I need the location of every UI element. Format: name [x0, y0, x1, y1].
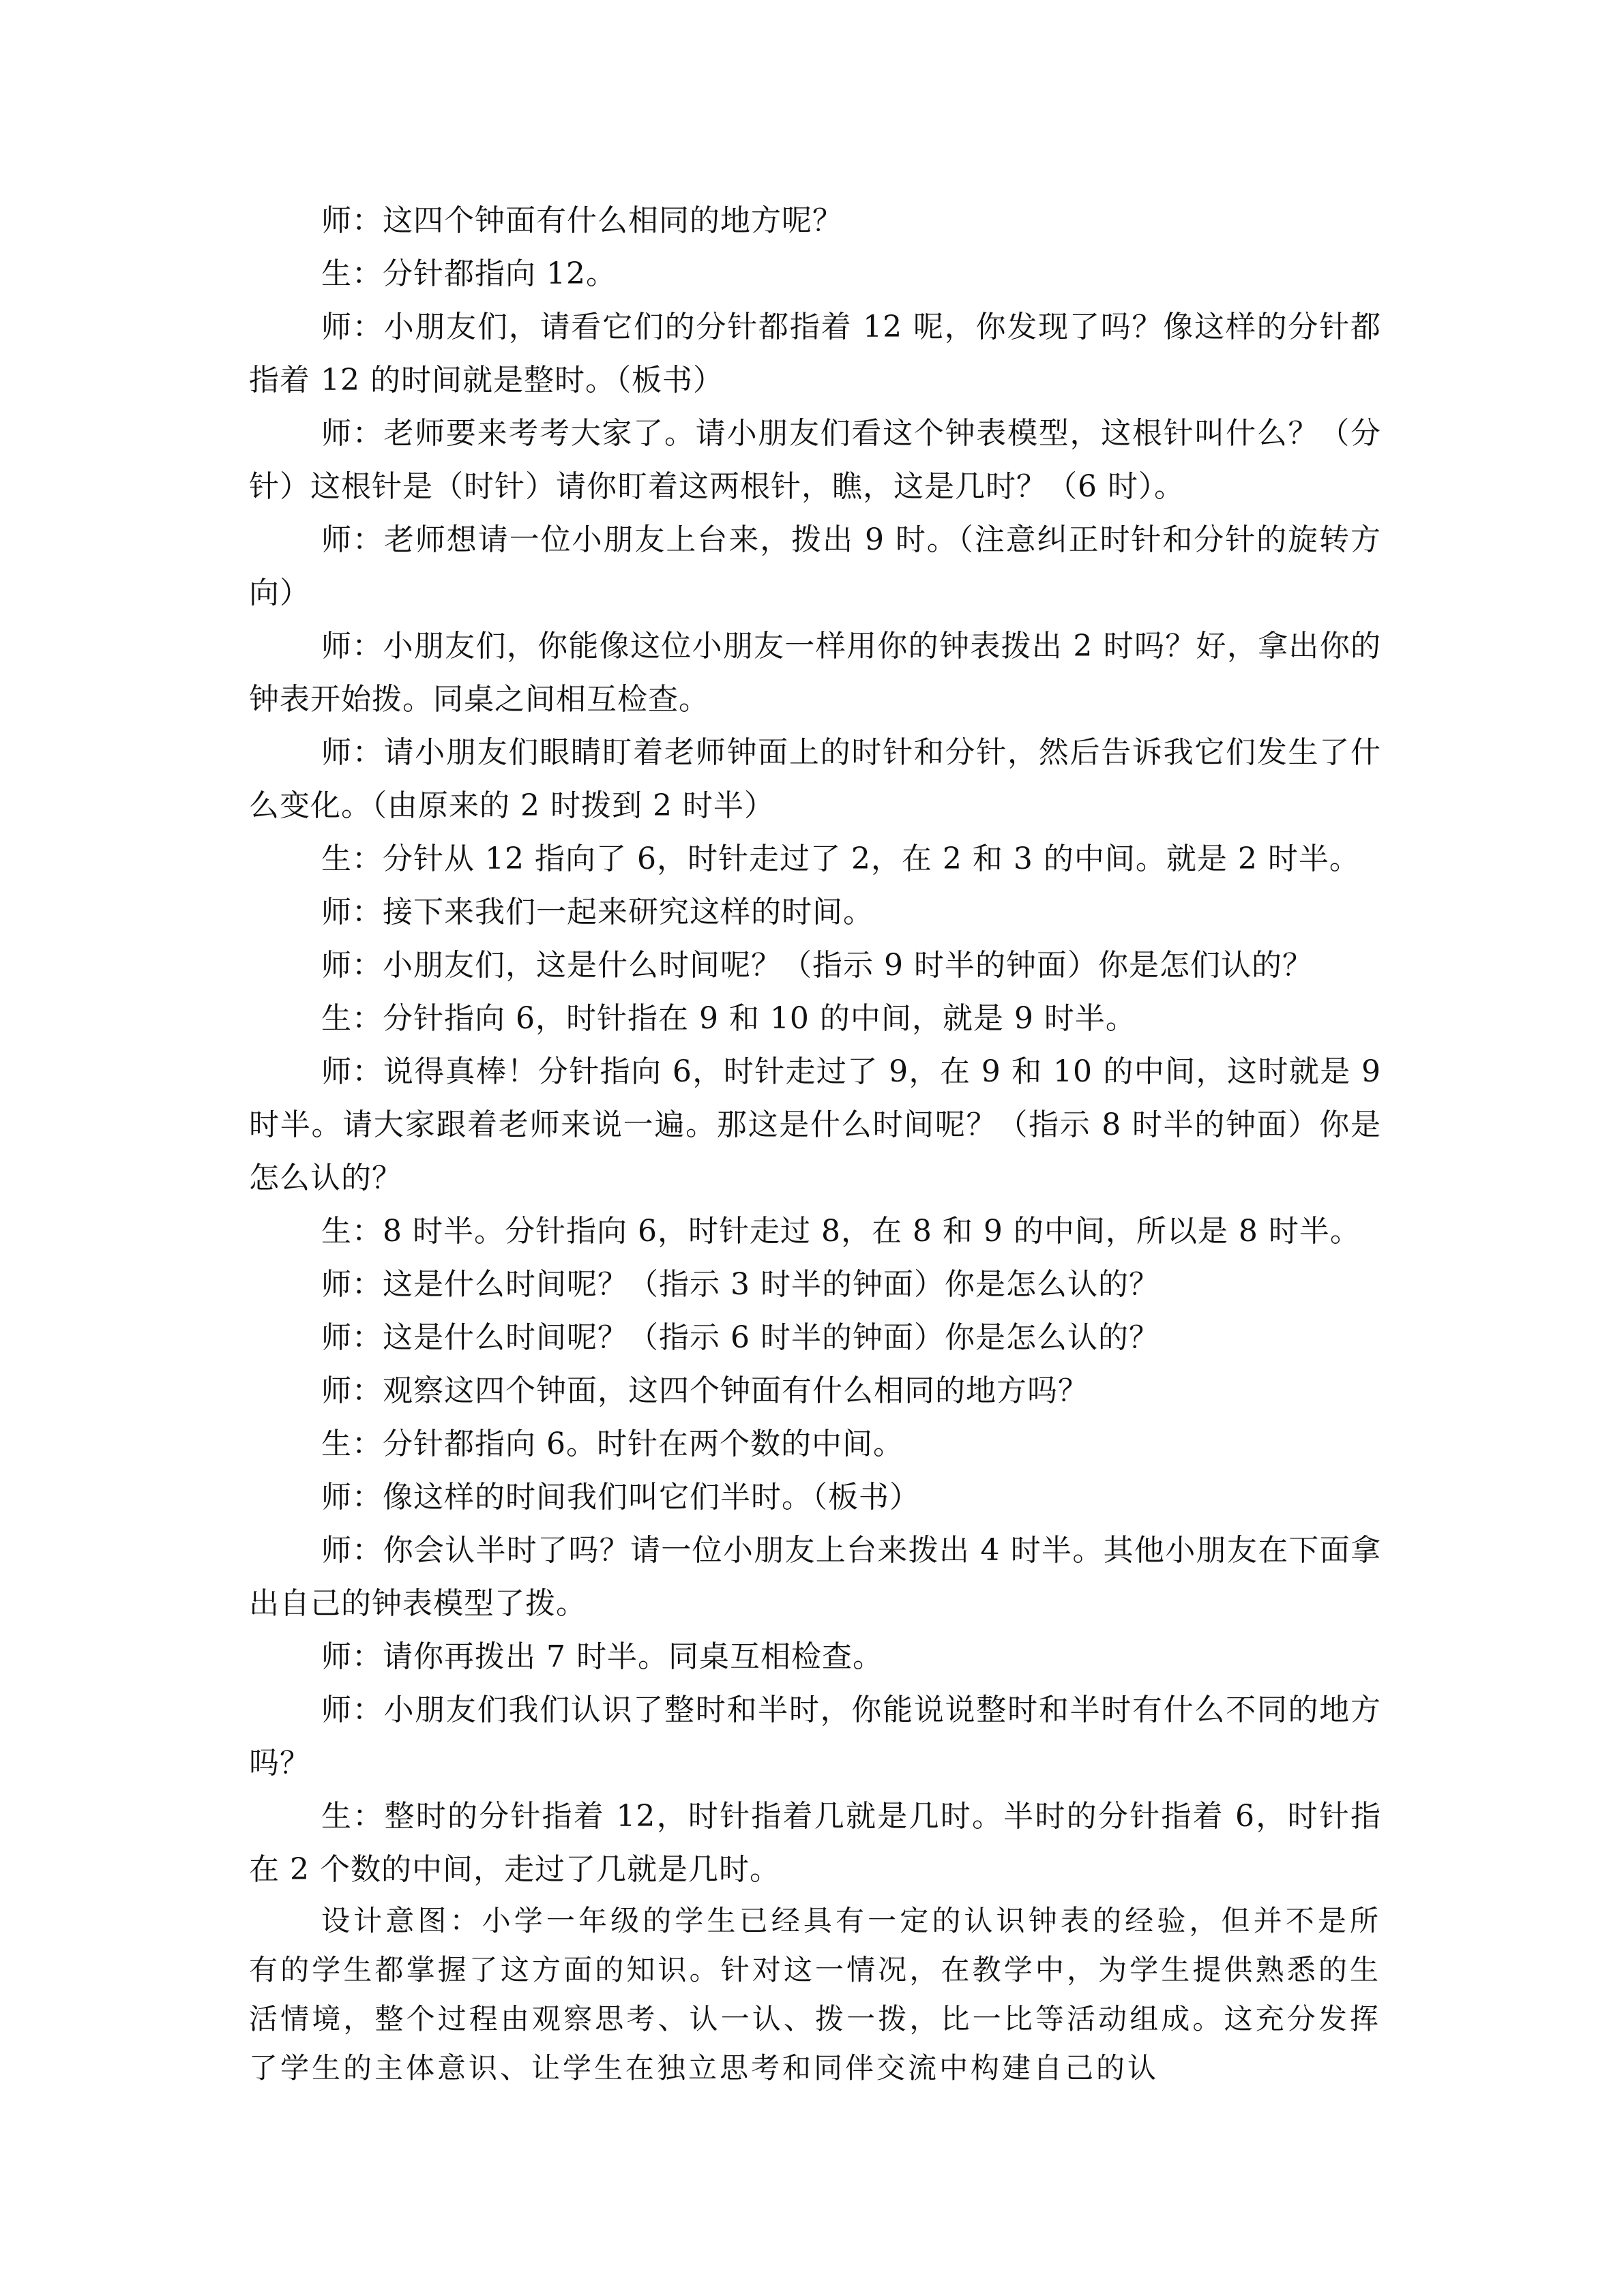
paragraph-1: 师：这四个钟面有什么相同的地方呢？ [321, 203, 843, 238]
paragraph-5: 师：老师想请一位小朋友上台来，拨出 9 时。（注意纠正时针和分针的旋转方向） [249, 522, 1381, 610]
paragraph-19: 师：你会认半时了吗？请一位小朋友上台来拨出 4 时半。其他小朋友在下面拿出自己的钟表模型了拨。 [249, 1533, 1381, 1621]
paragraph-9: 师：接下来我们一起来研究这样的时间。 [321, 895, 874, 929]
paragraph-7: 师：请小朋友们眼睛盯着老师钟面上的时针和分针，然后告诉我它们发生了什么变化。（由原来的 2 时拨到 2 时半） [249, 735, 1381, 823]
paragraph-21: 师：小朋友们我们认识了整时和半时，你能说说整时和半时有什么不同的地方吗？ [249, 1693, 1381, 1780]
paragraph-11: 生：分针指向 6，时针指在 9 和 10 的中间，就是 9 时半。 [321, 1001, 1136, 1036]
paragraph-13: 生：8 时半。分针指向 6，时针走过 8，在 8 和 9 的中间，所以是 8 时半。 [321, 1214, 1361, 1249]
paragraph-14: 师：这是什么时间呢？（指示 3 时半的钟面）你是怎么认的？ [321, 1267, 1160, 1302]
paragraph-16: 师：观察这四个钟面，这四个钟面有什么相同的地方吗？ [321, 1373, 1089, 1408]
design-intent-paragraph: 设计意图：小学一年级的学生已经具有一定的认识钟表的经验，但并不是所有的学生都掌握了这方面的知识。针对这一情况，在教学中，为学生提供熟悉的生活情境，整个过程由观察思考、认一认、拨一拨，比一比等活动组成。这充分发挥了学生的主体意识、让学生在独立思考和同伴交流中构建自己的认 [249, 1904, 1381, 2085]
document-page [249, 194, 1381, 2093]
paragraph-15: 师：这是什么时间呢？（指示 6 时半的钟面）你是怎么认的？ [321, 1320, 1160, 1355]
paragraph-4: 师：老师要来考考大家了。请小朋友们看这个钟表模型，这根针叫什么？（分针）这根针是（时针）请你盯着这两根针，瞧，这是几时？（6 时）。 [249, 416, 1381, 504]
paragraph-12: 师：说得真棒！分针指向 6，时针走过了 9，在 9 和 10 的中间，这时就是 9 时半。请大家跟着老师来说一遍。那这是什么时间呢？（指示 8 时半的钟面）你是怎么认的？ [249, 1054, 1381, 1195]
paragraph-2: 生：分针都指向 12。 [321, 256, 617, 291]
paragraph-8: 生：分针从 12 指向了 6，时针走过了 2，在 2 和 3 的中间。就是 2 时半。 [321, 841, 1360, 876]
paragraph-10: 师：小朋友们，这是什么时间呢？（指示 9 时半的钟面）你是怎们认的？ [321, 948, 1313, 983]
paragraph-6: 师：小朋友们，你能像这位小朋友一样用你的钟表拨出 2 时吗？好，拿出你的钟表开始拨。同桌之间相互检查。 [249, 629, 1381, 717]
paragraph-18: 师：像这样的时间我们叫它们半时。（板书） [321, 1480, 920, 1515]
paragraph-20: 师：请你再拨出 7 时半。同桌互相检查。 [321, 1639, 883, 1674]
paragraph-17: 生：分针都指向 6。时针在两个数的中间。 [321, 1427, 904, 1461]
paragraph-22: 生：整时的分针指着 12，时针指着几就是几时。半时的分针指着 6，时针指在 2 个数的中间，走过了几就是几时。 [249, 1799, 1381, 1887]
paragraph-3: 师：小朋友们，请看它们的分针都指着 12 呢，你发现了吗？像这样的分针都指着 12 的时间就是整时。（板书） [249, 310, 1381, 398]
